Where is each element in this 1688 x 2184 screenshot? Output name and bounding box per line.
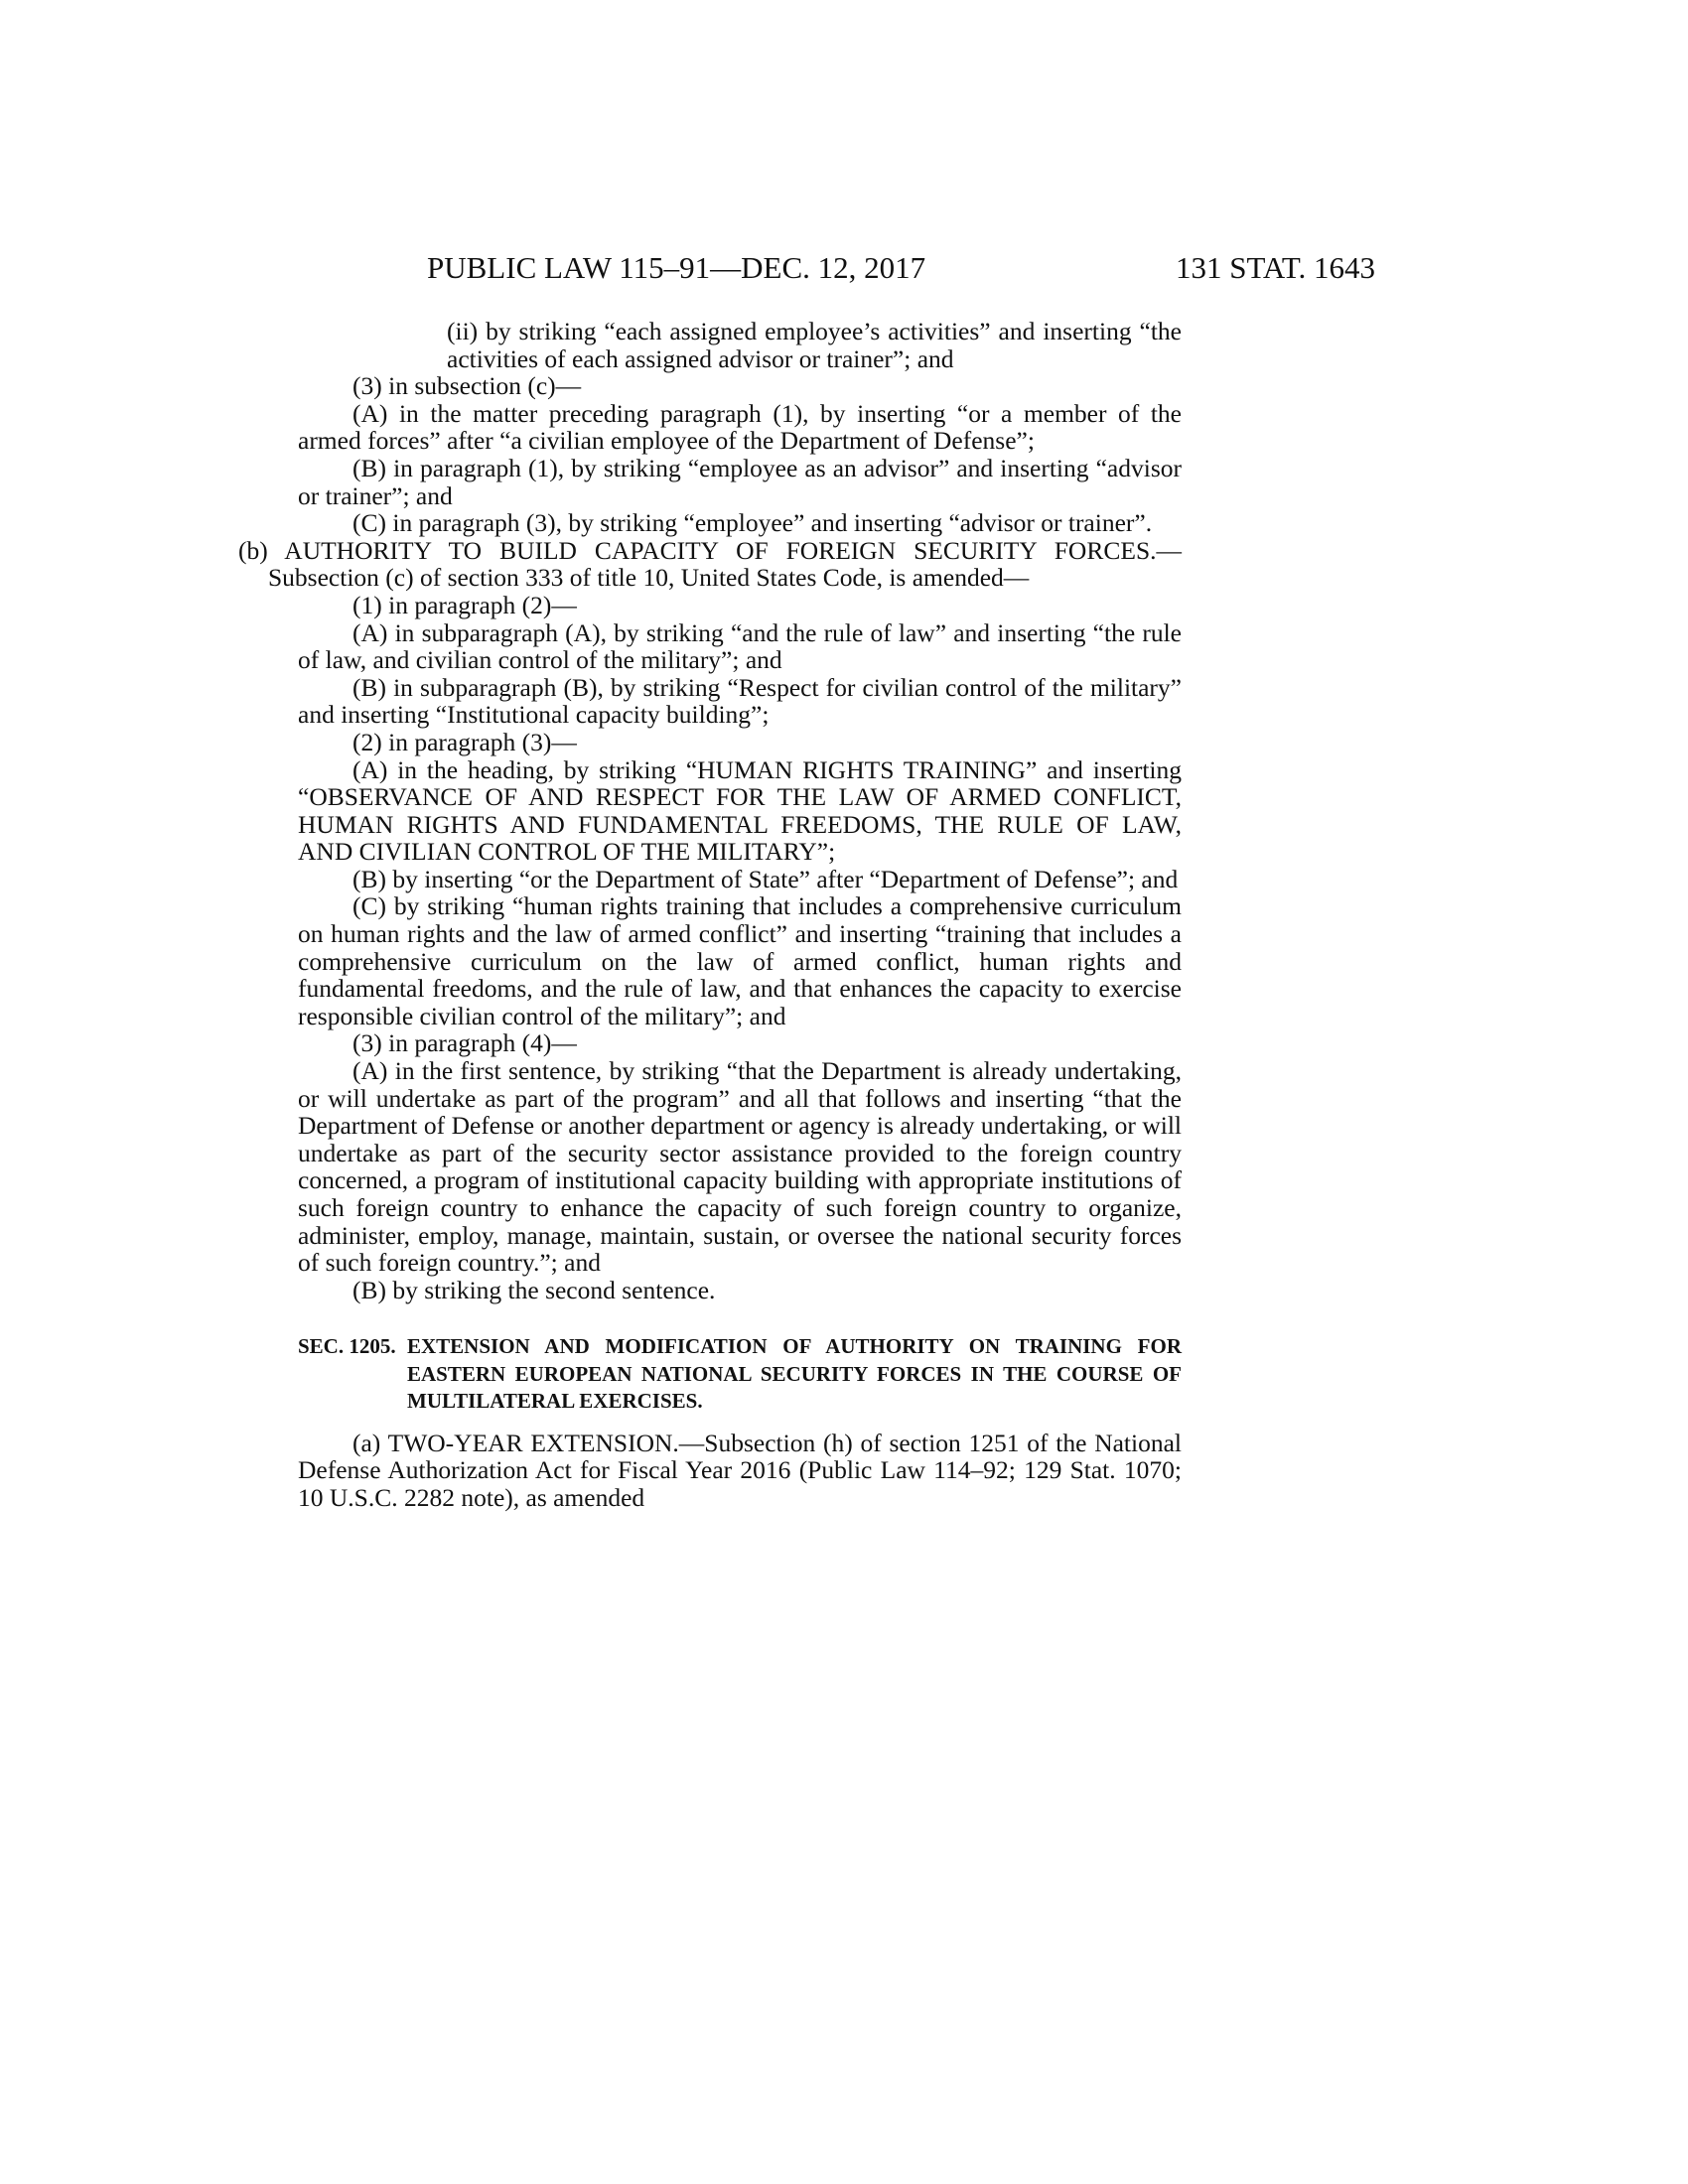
page-header [298,250,1375,290]
section-title: EXTENSION AND MODIFICATION OF AUTHORITY ON TRAINING FOR EASTERN EUROPEAN NATIONAL SECURITY FORCES IN THE COURSE OF MULTILATERAL EXERCISES. [407,1334,1182,1414]
paragraph-3-subsection-c: (3) in subsection (c)— [352,371,582,401]
subparagraph-a: (A) in the matter preceding paragraph (1), by inserting “or a member of the armed forces” after “a civilian employee of the Department of Defense”; [298,398,1182,456]
subparagraph-3b: (B) by striking the second sentence. [352,1275,716,1304]
subparagraph-2c: (C) by striking “human rights training that includes a comprehensive curriculum on human rights and the law of armed conflict” and inserting “training that includes a comprehensive curriculum on the law of armed conflict, human rights and fundamental freedoms, and the rule of law, and that enhances the capacity to exercise responsible civilian control of the military”; and [298,891,1182,1030]
paragraph-3: (3) in paragraph (4)— [352,1028,577,1058]
paragraph-1: (1) in paragraph (2)— [352,590,577,619]
subparagraph-2a: (A) in the heading, by striking “HUMAN RIGHTS TRAINING” and inserting “OBSERVANCE OF AND RESPECT FOR THE LAW OF ARMED CONFLICT, HUMAN RIGHTS AND FUNDAMENTAL FREEDOMS, THE RULE OF LAW, AND CIVILIAN CONTROL OF THE MILITARY”; [298,754,1182,867]
subparagraph-1a: (A) in subparagraph (A), by striking “and the rule of law” and inserting “the rule of law, and civilian control of the military”; and [298,617,1182,675]
law-citation: PUBLIC LAW 115–91—DEC. 12, 2017 [427,250,926,285]
section-number: SEC. 1205. [298,1334,396,1359]
subparagraph-c: (C) in paragraph (3), by striking “employee” and inserting “advisor or trainer”. [352,508,1153,538]
clause-ii: (ii) by striking “each assigned employee’s activities” and inserting “the activities of each assigned advisor or trainer”; and [447,317,1182,373]
subsection-a-extension: (a) TWO-YEAR EXTENSION.—Subsection (h) of section 1251 of the National Defense Authorization Act for Fiscal Year 2016 (Public Law 114–92; 129 Stat. 1070; 10 U.S.C. 2282 note), as amended [298,1428,1182,1513]
subparagraph-b: (B) in paragraph (1), by striking “employee as an advisor” and inserting “advisor or trainer”; and [298,453,1182,510]
subsection-b-heading: (b) AUTHORITY TO BUILD CAPACITY OF FOREIGN SECURITY FORCES.—Subsection (c) of section 333 of title 10, United States Code, is amended— [238,535,1182,593]
document-body [238,317,1182,1513]
subparagraph-3a: (A) in the first sentence, by striking “that the Department is already undertaking, or will undertake as part of the program” and all that follows and inserting “that the Department of Defense or another department or agency is already undertaking, or will undertake as part of the security sector assistance provided to the foreign country concerned, a program of institutional capacity building with appropriate institutions of such foreign country to enhance the capacity of such foreign country to organize, administer, employ, manage, maintain, sustain, or oversee the national security forces of such foreign country.”; and [298,1056,1182,1278]
statute-page-number: 131 STAT. 1643 [1175,250,1375,285]
paragraph-2: (2) in paragraph (3)— [352,727,577,756]
section-heading [298,1333,1182,1416]
subparagraph-1b: (B) in subparagraph (B), by striking “Respect for civilian control of the military” and inserting “Institutional capacity building”; [298,672,1182,730]
subparagraph-2b: (B) by inserting “or the Department of State” after “Department of Defense”; and [352,864,1179,893]
